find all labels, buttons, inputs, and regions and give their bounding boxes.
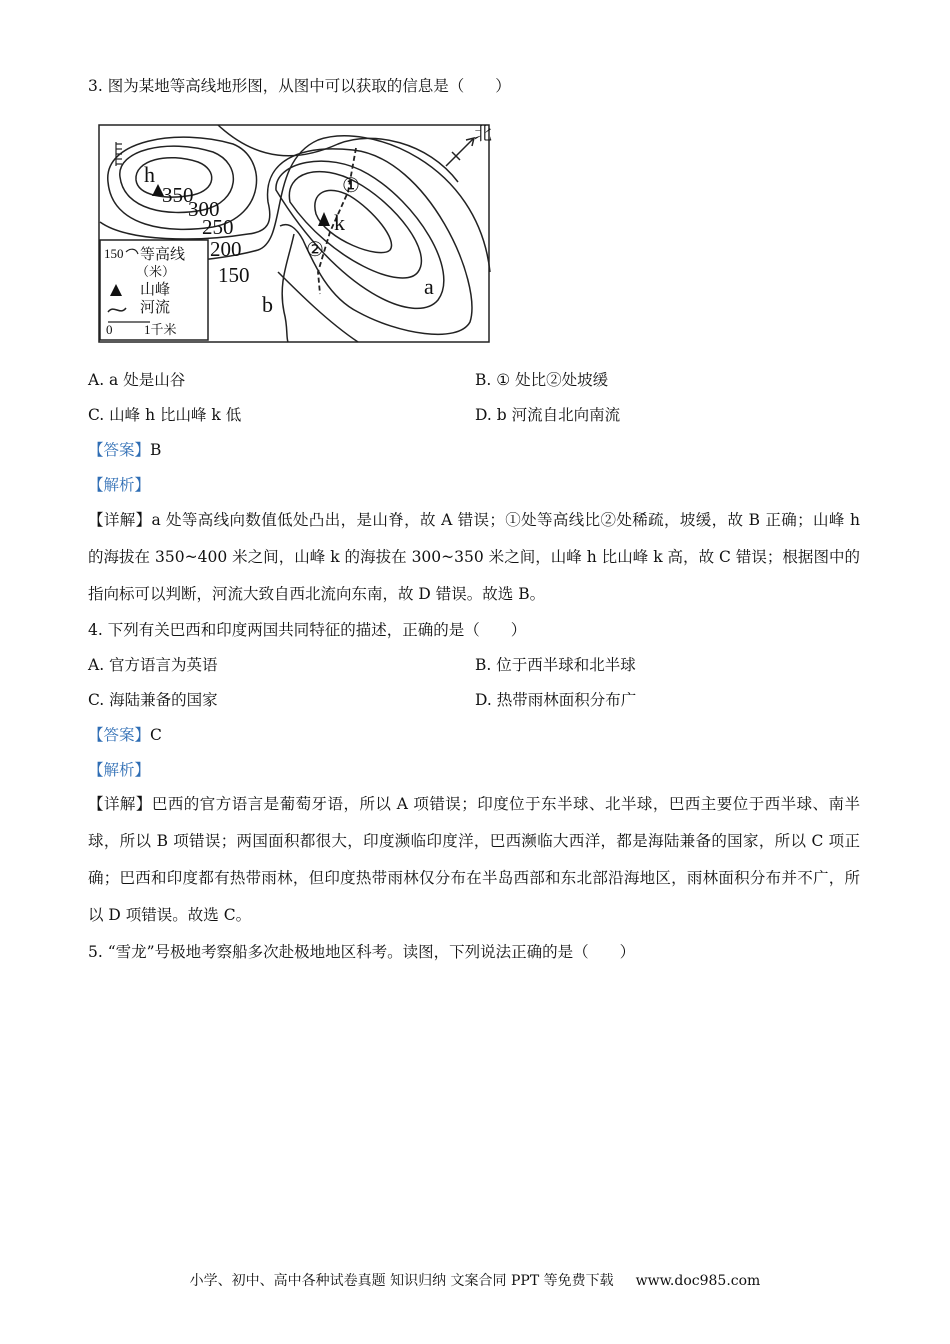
label-b: b [262, 292, 273, 317]
q3-option-b: B. ① 处比②处坡缓 [475, 371, 609, 389]
q4-answer: 【答案】C [88, 726, 162, 744]
q3-stem: 3. 图为某地等高线地形图，从图中可以获取的信息是（ ） [88, 77, 511, 95]
svg-text:1千米: 1千米 [144, 322, 177, 337]
q4-detail: 【详解】巴西的官方语言是葡萄牙语，所以 A 项错误；印度位于东半球、北半球，巴西主要位于西半球、南半球，所以 B 项错误；两国面积都很大，印度濒临印度洋，巴西濒临大西洋，都是海陆兼备的国家，所以 C 项正确；巴西和印度都有热带雨林，但印度热带雨林仅分布在半岛西部和东北部沿海地区，雨林面积分布并不广，所以 D 项错误。故选 C。 [88, 795, 860, 924]
contour-label-150: 150 [218, 263, 250, 287]
footer-text: 小学、初中、高中各种试卷真题 知识归纳 文案合同 PPT 等免费下载 [189, 1273, 614, 1289]
answer-value: B [150, 441, 162, 459]
north-arrow-icon [446, 138, 474, 166]
svg-text:0: 0 [106, 322, 113, 337]
q3-option-d: D. b 河流自北向南流 [475, 406, 621, 424]
answer-tag: 【答案】 [88, 441, 151, 459]
legend [100, 240, 208, 340]
page-footer [0, 1270, 950, 1290]
river-b [282, 234, 294, 342]
contour-label-250: 250 [202, 215, 234, 239]
q4-analysis-tag: 【解析】 [88, 761, 151, 779]
contour-map [98, 122, 492, 344]
label-circle-2: ② [306, 239, 324, 261]
label-k: k [334, 210, 345, 235]
svg-text:山峰: 山峰 [140, 282, 171, 298]
q3-analysis-tag: 【解析】 [88, 476, 151, 494]
svg-text:等高线: 等高线 [140, 247, 186, 263]
q3-detail: 【详解】a 处等高线向数值低处凸出，是山脊，故 A 错误；①处等高线比②处稀疏，坡缓，故 B 正确；山峰 h 的海拔在 350~400 米之间，山峰 k 的海拔在 300~350 米之间，山峰 h 比山峰 k 高，故 C 错误；根据图中的指向标可以判断，河流大致自西北流向东南，故 D 错误。故选 B。 [88, 511, 860, 603]
contour-label-300: 300 [188, 197, 220, 221]
label-h: h [144, 162, 155, 187]
contour-label-350: 350 [162, 183, 194, 207]
q3-option-c: C. 山峰 h 比山峰 k 低 [88, 406, 242, 424]
label-a: a [424, 274, 434, 299]
q3-option-a: A. a 处是山谷 [88, 371, 186, 389]
q5-stem: 5. “雪龙”号极地考察船多次赴极地地区科考。读图，下列说法正确的是（ ） [88, 943, 636, 961]
q4-option-a: A. 官方语言为英语 [88, 656, 218, 674]
q4-option-b: B. 位于西半球和北半球 [475, 656, 636, 674]
footer-link[interactable]: www.doc985.com [635, 1273, 761, 1289]
q3-answer [88, 440, 161, 460]
q4-option-c: C. 海陆兼备的国家 [88, 691, 218, 709]
q4-option-d: D. 热带雨林面积分布广 [475, 691, 637, 709]
label-circle-1: ① [342, 175, 360, 197]
svg-text:河流: 河流 [140, 300, 171, 316]
detail-tag: 【详解】 [88, 511, 152, 529]
north-label: 北 [474, 124, 492, 144]
svg-text:（米）: （米） [136, 264, 176, 279]
q4-stem: 4. 下列有关巴西和印度两国共同特征的描述，正确的是（ ） [88, 621, 527, 639]
peak-k-icon [318, 212, 330, 226]
contour-label-200: 200 [210, 237, 242, 261]
svg-text:150: 150 [104, 246, 124, 261]
